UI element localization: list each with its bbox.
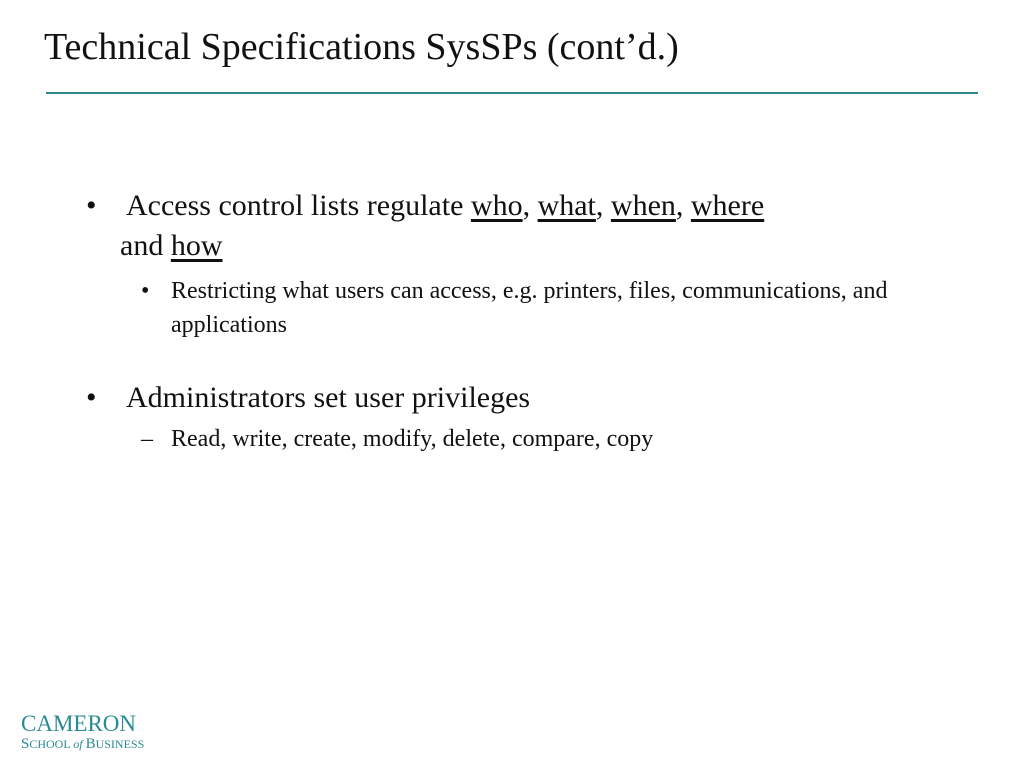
bullet-text-part: , xyxy=(522,189,538,222)
title-underline-rule xyxy=(46,92,978,94)
underlined-word-when: when xyxy=(610,189,676,222)
underlined-word-what: what xyxy=(537,189,596,222)
bullet-spacer xyxy=(86,342,966,378)
bullet-marker: • xyxy=(86,189,97,222)
cameron-school-logo xyxy=(21,712,144,752)
bullet-text-part: and xyxy=(120,229,171,262)
underlined-word-where: where xyxy=(690,189,765,222)
slide-body xyxy=(86,186,966,456)
dash-marker: – xyxy=(141,426,153,452)
bullet-text-part: Access control lists regulate xyxy=(126,189,471,222)
bullet-level2-privileges xyxy=(86,422,966,456)
logo-subtitle: SCHOOL of BUSINESS xyxy=(21,736,145,752)
sub-bullet-text: Restricting what users can access, e.g. printers, files, communications, and applications xyxy=(171,278,888,338)
bullet-text-part: , xyxy=(595,189,611,222)
bullet-marker: • xyxy=(86,381,97,414)
bullet-level1-access-control xyxy=(86,186,966,266)
bullet-level2-restricting xyxy=(86,274,966,342)
underlined-word-how: how xyxy=(170,229,223,262)
bullet-text-part: Administrators set user privileges xyxy=(126,381,531,414)
underlined-word-who: who xyxy=(470,189,523,222)
logo-wordmark: CAMERON xyxy=(21,711,137,736)
bullet-marker: • xyxy=(141,278,150,304)
sub-bullet-text: Read, write, create, modify, delete, compare, copy xyxy=(171,426,654,452)
slide-title: Technical Specifications SysSPs (cont’d.) xyxy=(44,26,679,68)
bullet-level1-administrators xyxy=(86,378,966,418)
bullet-text-part: , xyxy=(675,189,691,222)
